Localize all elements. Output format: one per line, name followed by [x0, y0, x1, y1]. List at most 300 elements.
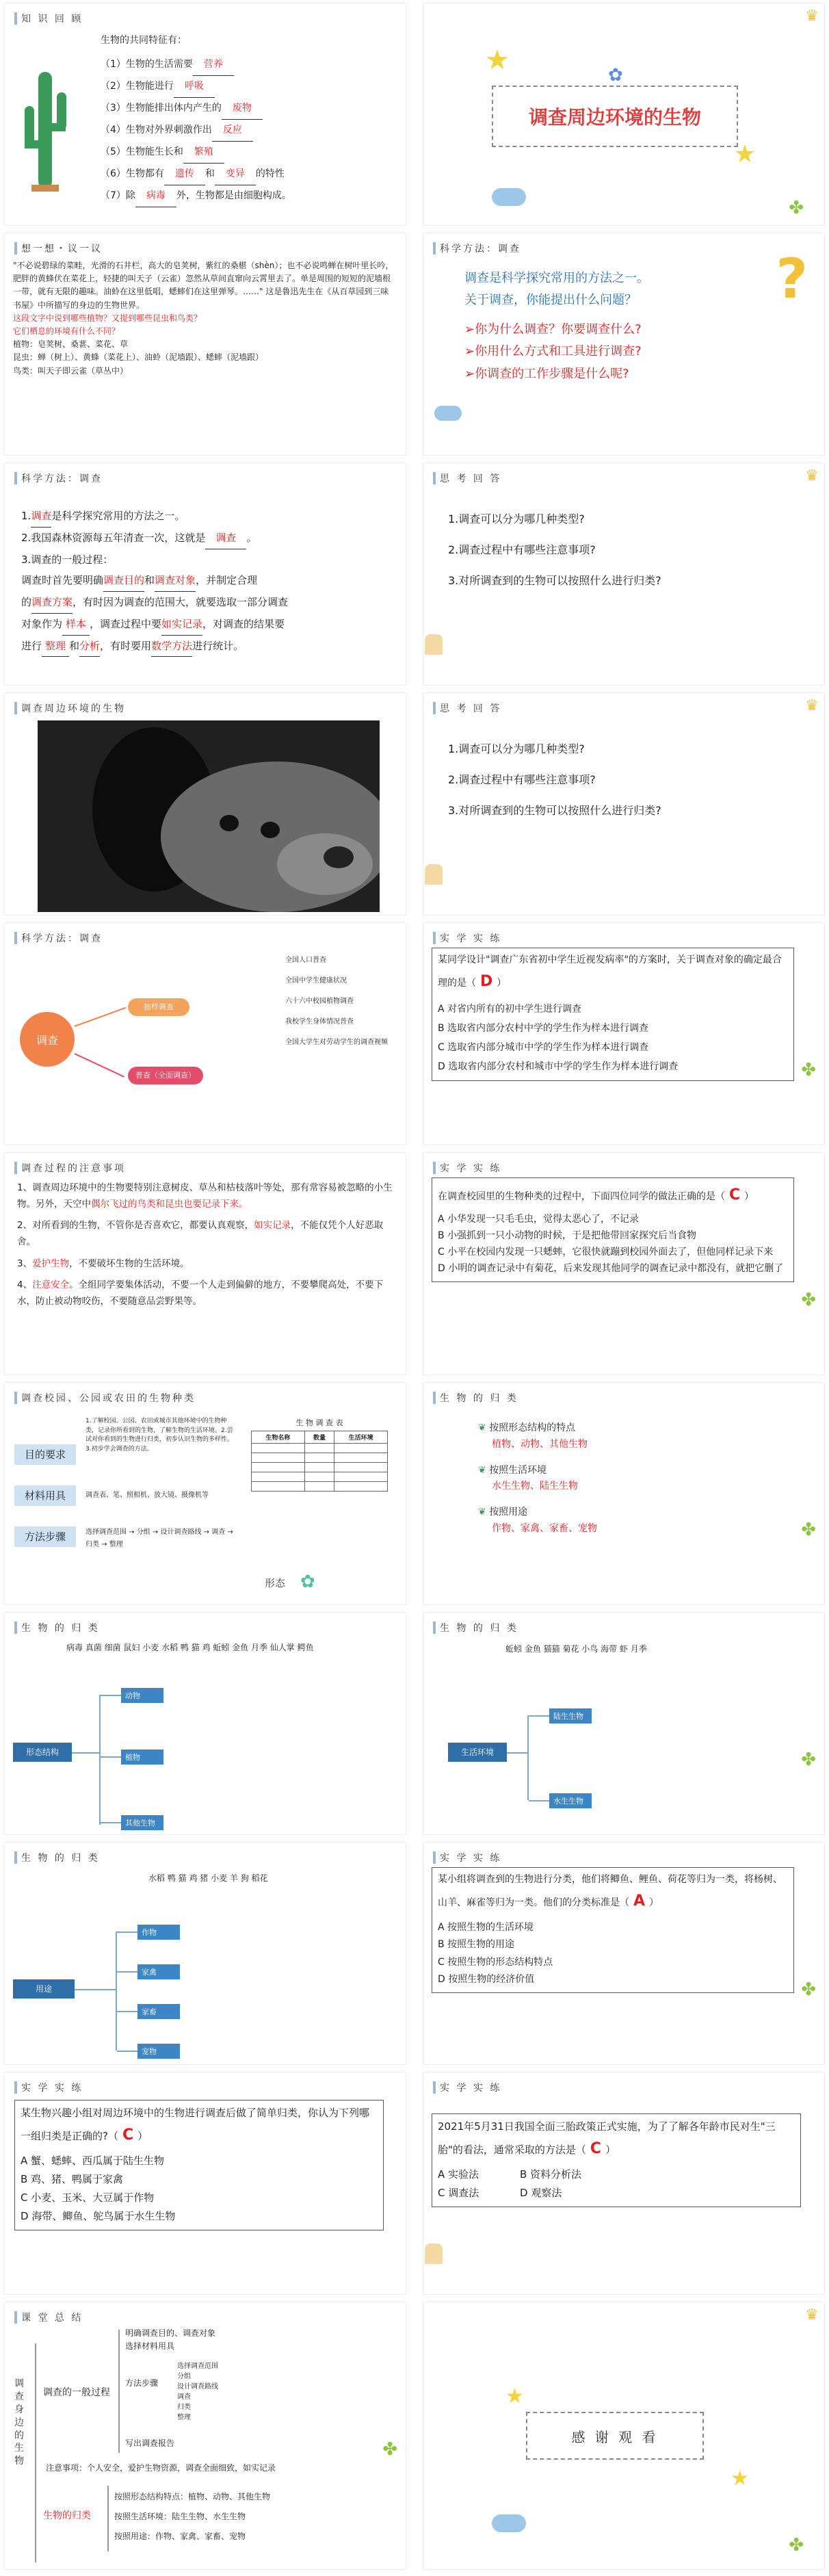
- slide-header: [14, 471, 103, 485]
- connector: [117, 2051, 137, 2052]
- text: 调查时首先要明确: [21, 574, 104, 587]
- summary-step: 分组: [177, 2373, 191, 2380]
- plant-icon: ✤: [801, 1290, 816, 1310]
- connector: [527, 1715, 529, 1800]
- question-box: [432, 1867, 794, 1993]
- tree-leaf: 家畜: [137, 2004, 180, 2019]
- table-row: [252, 1463, 388, 1472]
- options: [438, 1212, 788, 1277]
- video-still-image: [38, 720, 380, 912]
- bracket: [107, 2486, 109, 2551]
- think-question-2: 2.调查过程中有哪些注意事项?: [448, 543, 596, 556]
- method-question-2: ➢你用什么方式和工具进行调查?: [464, 344, 642, 359]
- review-intro: 生物的共同特征有：: [101, 35, 187, 46]
- slide-survey-types: [4, 922, 406, 1145]
- header-title: 调查过程的注意事项: [21, 1163, 126, 1174]
- text: 对象作为: [21, 617, 63, 630]
- question-text: 某同学设计"调查广东省初中学生近视发病率"的方案时，关于调查对象的确定最合理的是（: [438, 954, 782, 989]
- connector: [99, 1695, 101, 1825]
- column-header: 生活环境: [334, 1431, 388, 1444]
- column-header: 生物名称: [252, 1431, 305, 1444]
- slide-header: [14, 1161, 126, 1175]
- review-line: [101, 185, 291, 207]
- header-bar: [433, 932, 436, 944]
- table-cell: [252, 1453, 305, 1463]
- slide-video: [4, 692, 406, 915]
- summary-step: 整理: [177, 2414, 191, 2421]
- header-bar: [433, 1392, 436, 1404]
- note-2: [17, 1218, 393, 1250]
- tree-leaf: 作物: [137, 1925, 180, 1940]
- header-title: 思 考 回 答: [440, 703, 502, 714]
- text: 是科学探究常用的方法之一。: [51, 510, 185, 522]
- blank-answer: 如实记录: [161, 614, 202, 636]
- tree-root-label: 形态结构: [25, 1747, 59, 1757]
- slide-header: [433, 701, 501, 715]
- option: C 小麦、玉米、大豆属于作物: [21, 2191, 155, 2204]
- header-bar: [14, 472, 17, 484]
- highlight: 爱护生物: [32, 1258, 70, 1269]
- blank-answer: 调查: [31, 506, 51, 528]
- tree-root: [13, 1979, 75, 1999]
- text: 进行统计。: [192, 639, 244, 652]
- survey-example-list: [285, 950, 388, 1053]
- summary-steps: [177, 2361, 218, 2423]
- blank-answer: 样本: [62, 614, 90, 636]
- text: ，不要破坏生物的生活环境。: [69, 1258, 189, 1269]
- text: ，有时因为调查的范围大，就要选取一部分调查: [73, 596, 289, 608]
- header-title: 生 物 的 归 类: [440, 1623, 518, 1634]
- classify-result-1: 植物、动物、其他生物: [492, 1438, 588, 1450]
- header-bar: [433, 472, 436, 484]
- tree-root: [448, 1743, 507, 1762]
- text: 外，生物都是由细胞构成。: [176, 190, 291, 201]
- header-title: 实 学 实 练: [21, 2083, 83, 2094]
- text: （7）除: [101, 190, 135, 201]
- header-title: 调查周边环境的生物: [21, 703, 126, 714]
- discuss-passage: "不必说碧绿的菜畦，光滑的石井栏，高大的皂荚树，紫红的桑椹（shèn）；也不必说鸣蝉在树叶里长吟，肥胖的黄蜂伏在菜花上，轻捷的叫天子（云雀）忽然从草间直窜向云霄里去了。单是周围的短短的泥墙根一带，就有无限的趣味。油蛉在这里低唱，蟋蟀们在这里弹琴。……" 这是鲁迅先生在《从百草园到三味书屋》中所描写的身边的生物世界。: [13, 261, 394, 310]
- header-bar: [14, 12, 17, 25]
- question-text: 在调查校园里的生物种类的过程中，下面四位同学的做法正确的是（: [438, 1191, 725, 1202]
- header-bar: [14, 242, 17, 255]
- option: C 按照生物的形态结构特点: [438, 1956, 553, 1968]
- slide-header: [14, 1621, 100, 1635]
- options: [438, 2165, 795, 2202]
- note-3: [17, 1256, 393, 1273]
- slide-header: [433, 471, 501, 485]
- plant-icon: ✤: [382, 2439, 397, 2460]
- survey-table: [251, 1417, 388, 1492]
- text: 4、: [17, 1279, 33, 1291]
- center-label: 调查: [36, 1033, 58, 1047]
- discuss-question-1: 这段文字中说到哪些植物？又提到哪些昆虫和鸟类？: [13, 313, 202, 323]
- review-line: [101, 142, 291, 164]
- tree-leaf: 陆生生物: [549, 1708, 592, 1723]
- text: 。全组同学要集体活动，不要一个人走到偏僻的地方，不要攀爬高处，不要下水，防止被动物咬伤，不要随意品尝野果等。: [17, 1279, 384, 1307]
- tree-root: [13, 1743, 72, 1762]
- slide-method-fill: 科学方法：调查 1.调查是科学探究常用的方法之一。 2.我国森林资源每五年清查一次，这就是 调查 。 3.调查的一般过程： 调查时首先要明确调查目的和调查对象，并制定合理 的调查方案，有时因为调查的范围大，就要选取一部分调查 对象作为 样本 ，调查过程中要如实记录，对调查的结果要 进行 整理 和分析，有时要用数学方法进行统计。: [4, 463, 406, 686]
- slide-practice-3: [423, 1842, 825, 2065]
- review-lines: [101, 54, 291, 207]
- highlight: 如实记录: [254, 1220, 291, 1232]
- summary-classify-1: 按照形态结构特点：植物、动物、其他生物: [114, 2492, 271, 2501]
- survey-example: 六十六中校园植物调查: [285, 998, 354, 1005]
- blank-answer: 呼吸: [174, 76, 215, 98]
- table-cell: [304, 1463, 334, 1472]
- slide-header: [14, 701, 126, 715]
- text: （2）生物能进行: [101, 81, 174, 92]
- branch-label: 抽样调查: [144, 1002, 174, 1011]
- text: 和: [69, 639, 80, 652]
- text: 。: [246, 531, 257, 544]
- text: 1、调查周边环境中的生物要特别注意树皮、草丛和枯枝落叶等处，那有常容易被忽略的小生物。另外，天空中: [17, 1182, 393, 1210]
- think-question-1: 1.调查可以分为哪几种类型?: [448, 512, 585, 525]
- text: 的: [21, 596, 32, 608]
- header-bar: [433, 2081, 436, 2094]
- option: D 小明的调查记录中有菊花，后来发现其他同学的调查记录中都没有，就把它删了: [438, 1262, 784, 1274]
- branch-census: [128, 1067, 203, 1084]
- survey-example: 全国大学生对劳动学生的调查视频: [285, 1039, 388, 1046]
- header-title: 实 学 实 练: [440, 1163, 502, 1174]
- connector: [529, 1715, 549, 1717]
- text: （4）生物对外界刺激作出: [101, 125, 212, 135]
- blank-answer: 废物: [222, 98, 263, 120]
- slide-survey-plan: [4, 1382, 406, 1605]
- method-question-3: ➢你调查的工作步骤是什么呢?: [464, 366, 629, 381]
- summary-step: 选择调查范围: [177, 2363, 218, 2370]
- note-1: [17, 1180, 393, 1212]
- method-question-1: ➢你为什么调查？你要调查什么?: [464, 322, 642, 337]
- slide-header: [433, 1621, 518, 1635]
- note-4: [17, 1277, 393, 1310]
- slide-review: [4, 3, 406, 226]
- plant-icon: ✤: [801, 1979, 816, 2000]
- text: 3.调查的一般过程：: [21, 553, 114, 566]
- header-bar: [433, 1162, 436, 1174]
- header-title: 生 物 的 归 类: [21, 1623, 100, 1634]
- table-cell: [252, 1472, 305, 1482]
- header-title: 科学方法：调查: [21, 473, 103, 484]
- think-question-1: 1.调查可以分为哪几种类型?: [448, 742, 585, 755]
- slide-think-1: [423, 463, 825, 686]
- organism-words: 蚯蚓 金鱼 猫猫 菊花 小鸟 海带 虾 月季: [505, 1644, 647, 1654]
- slide-header: [14, 1851, 100, 1864]
- thanks-box: [526, 2412, 704, 2460]
- branch-sample: [128, 998, 189, 1016]
- star-icon: ★: [731, 2467, 749, 2490]
- answer: A: [633, 1892, 646, 1910]
- connector: [507, 1752, 527, 1754]
- option: D 按照生物的经济价值: [438, 1973, 535, 1985]
- summary-classify-3: 按照用途：作物、家禽、家畜、宠物: [114, 2531, 246, 2541]
- method-line-1: 调查是科学探究常用的方法之一。: [464, 271, 649, 285]
- table-row: [252, 1453, 388, 1463]
- header-bar: [14, 1851, 17, 1864]
- question-text: ）: [649, 1897, 659, 1908]
- option: B 资料分析法: [520, 2168, 582, 2181]
- summary-step: 设计调查路线: [177, 2383, 218, 2391]
- header-title: 生 物 的 归 类: [21, 1853, 100, 1864]
- slide-classify-form: [4, 1612, 406, 1835]
- summary-root-label: 调查身边的生物: [14, 2378, 24, 2467]
- slide-summary: [4, 2302, 406, 2570]
- slide-practice-1: [423, 922, 825, 1145]
- text: 2.我国森林资源每五年清查一次，这就是: [21, 531, 206, 544]
- answer: D: [480, 972, 493, 990]
- table-cell: [334, 1453, 388, 1463]
- tree-leaf: 宠物: [137, 2044, 180, 2059]
- organism-words: 病毒 真菌 细菌 鼠妇 小麦 水稻 鸭 猫 鸡 蚯蚓 金鱼 月季 仙人掌 鳄鱼: [66, 1643, 314, 1652]
- answer: C: [590, 2139, 602, 2157]
- method-line-2: 关于调查，你能提出什么问题？: [464, 293, 637, 308]
- slide-method-questions: [423, 233, 825, 456]
- option: A 按照生物的生活环境: [438, 1922, 534, 1934]
- think-question-3: 3.对所调查到的生物可以按照什么进行归类?: [448, 803, 661, 817]
- text: ，不能仅凭个人好恶取舍。: [17, 1220, 384, 1247]
- tag-label: 目的要求: [24, 1448, 66, 1461]
- answer: C: [729, 1186, 741, 1204]
- blank-answer: 调查方案: [31, 592, 73, 614]
- review-line: [101, 98, 291, 120]
- thanks-text: 感 谢 观 看: [571, 2428, 659, 2445]
- text: 的特性: [255, 168, 285, 179]
- question-text: 2021年5月31日我国全面三胎政策正式实施，为了了解各年龄市民对生"三胎"的看法，通常采取的方法是（: [438, 2120, 776, 2156]
- cloud-icon: [492, 188, 526, 206]
- header-bar: [14, 702, 17, 714]
- summary-step: 调查: [177, 2393, 191, 2401]
- survey-example: 全国人口普查: [285, 957, 326, 964]
- blank-answer: 调查对象: [155, 570, 196, 592]
- slide-discuss: [4, 233, 406, 456]
- classify-basis-2: 按照生活环境: [489, 1464, 547, 1476]
- header-bar: [433, 702, 436, 714]
- header-title: 思 考 回 答: [440, 473, 502, 484]
- table-row: [252, 1472, 388, 1482]
- slide-header: [433, 2081, 501, 2094]
- header-title: 科学方法：调查: [21, 933, 103, 944]
- slide-header: [14, 931, 103, 945]
- bracket: [35, 2343, 36, 2562]
- slide-header: [14, 242, 103, 255]
- text: 和: [144, 574, 155, 587]
- text: ，对调查的结果要: [202, 617, 285, 630]
- header-bar: [14, 2311, 17, 2324]
- table-cell: [334, 1444, 388, 1453]
- text: 2、对所看到的生物，不管你是否喜欢它，都要认真观察，: [17, 1220, 254, 1232]
- table-row: [252, 1444, 388, 1453]
- slide-header: [14, 12, 83, 25]
- materials-text: 调查表、笔、照相机、放大镜、摄像机等: [85, 1492, 209, 1499]
- plant-icon: ✤: [789, 198, 804, 218]
- classify-result-3: 作物、家禽、家畜、宠物: [492, 1522, 597, 1534]
- connector: [101, 1822, 121, 1823]
- option: D 选取省内部分农村和城市中学的学生作为样本进行调查: [438, 1061, 679, 1073]
- blank-answer: 整理: [42, 636, 69, 658]
- discuss-answer-2: 昆虫：蝉（树上）、黄蜂（菜花上）、油蛉（泥墙跟）、蟋蟀（泥墙跟）: [13, 352, 264, 363]
- question-text: ）: [744, 1191, 754, 1202]
- slide-header: [433, 242, 521, 255]
- crown-icon: ♛: [805, 8, 819, 25]
- header-title: 实 学 实 练: [440, 2083, 502, 2094]
- slide-classify-overview: [423, 1382, 825, 1605]
- classify-basis-3: 按照用途: [489, 1507, 528, 1518]
- text: ，调查过程中要: [90, 617, 162, 630]
- table: [251, 1431, 388, 1492]
- header-title: 调查校园、公园或农田的生物种类: [21, 1393, 196, 1404]
- review-line: [101, 54, 291, 76]
- summary-classify: 生物的归类: [43, 2510, 91, 2521]
- video-frame[interactable]: [38, 720, 380, 912]
- table-cell: [334, 1482, 388, 1492]
- tree-leaf: 其他生物: [121, 1815, 163, 1830]
- option: C 小平在校园内发现一只蟋蟀，它很快就蹦到校园外面去了，但他同样记录下来: [438, 1246, 774, 1258]
- header-bar: [14, 932, 17, 944]
- table-cell: [304, 1444, 334, 1453]
- blank-answer: 变异: [215, 164, 256, 185]
- classify-basis-1: 按照形态结构的特点: [489, 1422, 576, 1433]
- text: 和: [205, 168, 215, 179]
- steps-text: 选择调查范围 → 分组 → 设计调查路线 → 调查 → 归类 → 整理: [85, 1528, 233, 1548]
- connector: [101, 1756, 121, 1758]
- plant-icon: ❦: [478, 1464, 486, 1476]
- blank-answer: 调查目的: [103, 570, 144, 592]
- tag-steps: [14, 1526, 76, 1547]
- classify-result-2: 水生生物、陆生生物: [492, 1481, 578, 1492]
- tree-root-label: 用途: [35, 1984, 52, 1994]
- question-box: [14, 2100, 384, 2230]
- question-mark-icon: ?: [776, 247, 808, 311]
- plant-icon: ✤: [789, 2535, 804, 2555]
- form-label: 形态: [265, 1577, 286, 1589]
- question-text: 某小组将调查到的生物进行分类，他们将鲫鱼、鲤鱼、荷花等归为一类，将杨树、山羊、麻雀等归为一类。他们的分类标准是（: [438, 1874, 782, 1908]
- slide-title: [423, 3, 825, 226]
- connector: [72, 1752, 99, 1754]
- organism-words: 水稻 鸭 猫 鸡 猪 小麦 羊 狗 稻花: [148, 1873, 268, 1883]
- option: D 观察法: [520, 2186, 562, 2199]
- question-text: ）: [605, 2143, 616, 2156]
- flower-icon: ✿: [300, 1572, 315, 1592]
- option: A 对省内所有的初中学生进行调查: [438, 1004, 582, 1015]
- highlight: 偶尔飞过的鸟类和昆虫也要记录下来。: [91, 1198, 248, 1210]
- slide-main-title: 调查周边环境的生物: [528, 106, 701, 129]
- star-icon: ★: [733, 140, 756, 168]
- summary-node-process: 调查的一般过程: [43, 2387, 110, 2398]
- slide-practice-2: [423, 1152, 825, 1375]
- survey-example: 我校学生身体情况普查: [285, 1018, 354, 1026]
- flower-icon: ✿: [608, 65, 623, 86]
- table-cell: [304, 1453, 334, 1463]
- crown-icon: ♛: [805, 467, 819, 484]
- blank-answer: 繁殖: [183, 142, 224, 164]
- header-bar: [14, 2081, 17, 2094]
- discuss-answer-1: 植物：皂荚树、桑葚、菜花、草: [13, 339, 129, 350]
- answer: C: [122, 2126, 134, 2144]
- connector: [117, 2011, 137, 2012]
- tree-leaf: 动物: [121, 1688, 163, 1703]
- slide-notes: [4, 1152, 406, 1375]
- blank-answer: 分析: [79, 636, 100, 658]
- plant-icon: ✤: [801, 1520, 816, 1540]
- blank-answer: 营养: [193, 54, 234, 76]
- header-bar: [433, 1622, 436, 1634]
- question-text: ）: [497, 977, 507, 989]
- star-icon: ★: [505, 2384, 524, 2408]
- discuss-answer-3: 鸟类：叫天子即云雀（草丛中）: [13, 365, 129, 376]
- option: C 选取省内部分城市中学的学生作为样本进行调查: [438, 1042, 649, 1054]
- question-box: [432, 2113, 801, 2207]
- plant-icon: ✤: [801, 1060, 816, 1080]
- tag-materials: [14, 1485, 76, 1506]
- option: B 选取省内部分农村中学的学生作为样本进行调查: [438, 1023, 649, 1035]
- header-bar: [14, 1162, 17, 1174]
- goal-text: 1.了解校园、公园、农田或城市其他环境中的生物种类，记录你所看到的生物，了解生物的生活环境。2.尝试对你看到的生物进行归类，初步认识生物的多样性。3.初步学会调查的方法。: [85, 1418, 234, 1453]
- header-title: 想一想・议一议: [21, 244, 103, 255]
- summary-materials: 选择材料用具: [125, 2341, 175, 2352]
- option: B 小强抓到一只小动物的时候，于是把他带回家探究后当食物: [438, 1230, 697, 1242]
- cloud-icon: [434, 406, 462, 421]
- connector: [529, 1800, 549, 1801]
- question-box: [432, 1178, 794, 1282]
- header-title: 生 物 的 归 类: [440, 1393, 518, 1404]
- slide-classify-use: [4, 1842, 406, 2065]
- blank-answer: 反应: [212, 120, 253, 142]
- table-cell: [304, 1472, 334, 1482]
- option: D 海带、鲫鱼、鸵鸟属于水生生物: [21, 2209, 176, 2222]
- highlight: 注意安全: [32, 1279, 70, 1291]
- text: （3）生物能排出体内产生的: [101, 103, 222, 114]
- plant-icon: ❦: [478, 1507, 486, 1518]
- text: ，并制定合理: [196, 574, 258, 587]
- header-title: 科学方法：调查: [440, 244, 521, 255]
- tag-label: 方法步骤: [24, 1531, 66, 1543]
- crown-icon: ♛: [805, 2306, 819, 2324]
- question-text: ）: [137, 2129, 148, 2142]
- slide-header: [433, 1391, 518, 1405]
- connector: [101, 1695, 121, 1696]
- star-icon: ★: [485, 44, 510, 76]
- table-cell: [304, 1482, 334, 1492]
- header-title: 课 堂 总 结: [21, 2313, 83, 2324]
- option: A 小华发现一只毛毛虫，觉得太恶心了，不记录: [438, 1214, 640, 1225]
- bread-icon: [425, 2243, 443, 2264]
- option: C 调查法: [438, 2186, 479, 2199]
- slide-header: [14, 1391, 196, 1405]
- blank-answer: 遗传: [164, 164, 205, 185]
- think-question-3: 3.对所调查到的生物可以按照什么进行归类?: [448, 573, 661, 587]
- header-bar: [14, 1622, 17, 1634]
- option: B 按照生物的用途: [438, 1939, 515, 1951]
- plant-icon: ✤: [801, 1749, 816, 1770]
- review-line: [101, 120, 291, 142]
- table-cell: [252, 1444, 305, 1453]
- branch-label: 普查（全面调查）: [135, 1071, 196, 1080]
- blank-answer: 数学方法: [151, 636, 192, 658]
- think-question-2: 2.调查过程中有哪些注意事项?: [448, 772, 596, 786]
- slide-practice-5: [423, 2072, 825, 2295]
- header-bar: [433, 1851, 436, 1864]
- connector: [117, 1931, 137, 1933]
- connector: [117, 1971, 137, 1973]
- option: A 蟹、蟋蟀、西瓜属于陆生生物: [21, 2154, 165, 2167]
- connector: [75, 1053, 124, 1078]
- tree-leaf: 家禽: [137, 1964, 180, 1979]
- options: [438, 1919, 788, 1988]
- text: （1）生物的生活需要: [101, 59, 193, 70]
- table-cell: [252, 1482, 305, 1492]
- header-title: 知 识 回 顾: [21, 14, 83, 25]
- table-cell: [334, 1472, 388, 1482]
- summary-root: [14, 2378, 32, 2468]
